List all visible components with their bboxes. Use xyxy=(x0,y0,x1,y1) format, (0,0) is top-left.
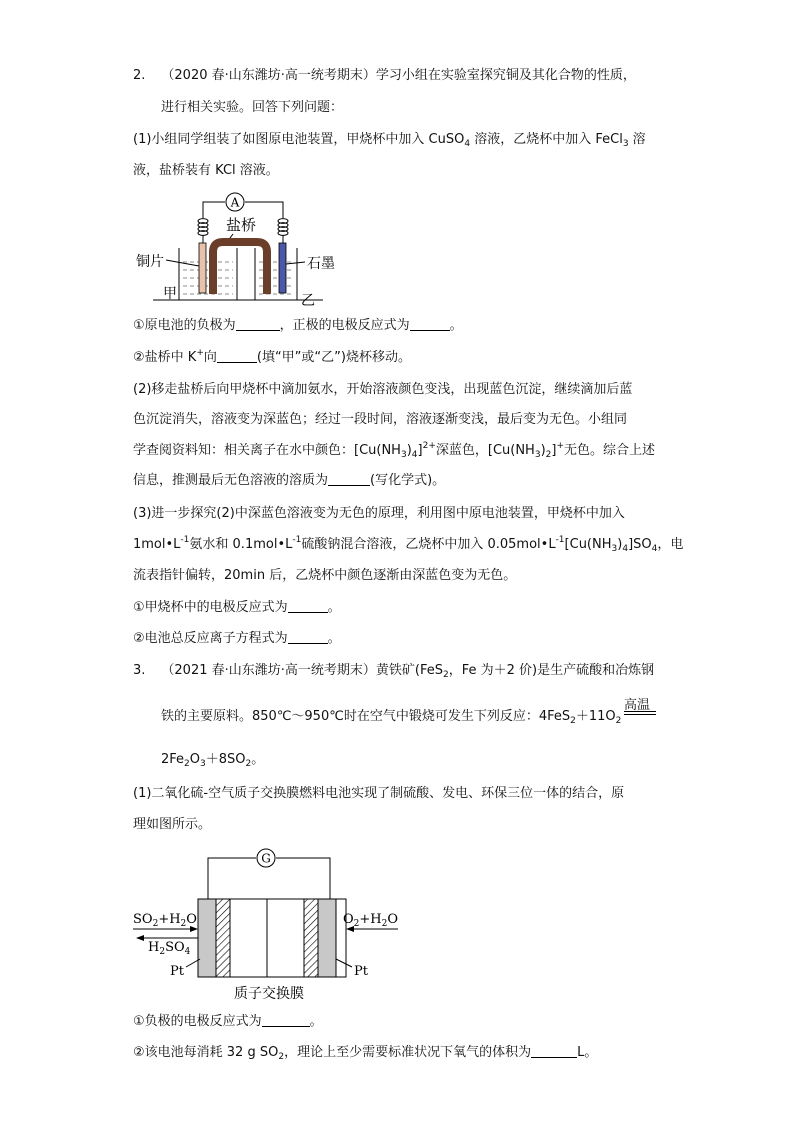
q3-part1-line2 xyxy=(133,815,211,835)
superscript: -1 xyxy=(180,535,190,545)
text: 理如图所示。 xyxy=(133,817,212,832)
q2-part3-line3 xyxy=(133,566,516,586)
text: 学查阅资料知：相关离子在水中颜色：[Cu(NH xyxy=(133,443,401,458)
text: 无色。综合上述 xyxy=(564,443,656,458)
left-pt-label: Pt xyxy=(170,964,184,979)
left-inlet-label: $SO_2+H_2O$ xyxy=(133,912,197,929)
question-stem: 。 xyxy=(251,752,265,767)
answer-blank[interactable] xyxy=(236,316,280,331)
equation-double-line xyxy=(624,714,656,715)
left-beaker xyxy=(179,248,237,300)
question-source: （2021 春·山东潍坊·高一统考期末） xyxy=(161,663,376,678)
arrow-head xyxy=(136,935,144,941)
right-beaker xyxy=(255,248,297,300)
text: ①负极的电极反应式为 xyxy=(133,1014,262,1029)
text: 溶液，乙烧杯中加入 FeCl xyxy=(470,132,623,147)
question-source: （2020 春·山东潍坊·高一统考期末） xyxy=(161,68,376,83)
question-stem: 黄铁矿(FeS xyxy=(375,663,443,678)
answer-blank[interactable] xyxy=(410,316,450,331)
subscript: 2 xyxy=(278,1052,285,1062)
text: 氨水和 0.1mol•L xyxy=(189,537,293,552)
text: 深蓝色，[Cu(NH xyxy=(435,443,535,458)
q2-part2-line1 xyxy=(133,380,632,400)
copper-electrode xyxy=(199,243,206,293)
subscript: 4 xyxy=(622,544,629,554)
text: 。 xyxy=(309,1014,323,1029)
beaker-yi-label: 乙 xyxy=(301,293,315,309)
graphite-label: 石墨 xyxy=(307,256,335,272)
question-stem: O xyxy=(189,752,201,767)
left-outlet-label: $H_2SO_4$ xyxy=(148,940,191,957)
question-stem: ＋8SO xyxy=(205,752,246,767)
question-number: 2. xyxy=(133,68,146,83)
text: ，正极的电极反应式为 xyxy=(279,318,410,333)
text: 1mol•L xyxy=(133,537,181,552)
superscript: + xyxy=(556,441,565,451)
subscript: 2 xyxy=(545,450,552,460)
question-number: 3. xyxy=(133,663,146,678)
ammeter-label: A xyxy=(230,195,240,210)
text: L。 xyxy=(577,1045,598,1060)
left-catalyst-layer xyxy=(216,899,230,977)
superscript: + xyxy=(196,348,204,358)
text: ，理论上至少需要标准状况下氧气的体积为 xyxy=(284,1045,532,1060)
question-stem: 2Fe xyxy=(161,752,185,767)
reaction-condition: 高温 xyxy=(624,698,651,713)
subscript: 3 xyxy=(622,139,629,149)
text: 溶 xyxy=(628,132,646,147)
text: ] xyxy=(551,443,557,458)
text: (2)移走盐桥后向甲烧杯中滴加氨水，开始溶液颜色变浅，出现蓝色沉淀，继续滴加后蓝 xyxy=(133,382,633,397)
graphite-electrode xyxy=(279,243,286,293)
q3-sub2 xyxy=(133,1043,597,1063)
q2-part3-sub2 xyxy=(133,629,341,649)
answer-blank[interactable] xyxy=(288,598,328,613)
text: (填“甲”或“乙”)烧杯移动。 xyxy=(256,350,411,365)
text: 向 xyxy=(203,350,217,365)
q2-sub1 xyxy=(133,316,463,336)
q2-stem-cont xyxy=(161,98,343,118)
q2-part2-line3 xyxy=(133,441,655,461)
q2-part3-line2 xyxy=(133,535,683,555)
subscript: 4 xyxy=(464,139,471,149)
question-stem: ＋11O xyxy=(575,709,616,724)
q2-heading xyxy=(133,66,636,86)
text: ②电池总反应离子方程式为 xyxy=(133,631,288,646)
q3-stem-line3 xyxy=(161,750,264,770)
text: ②该电池每消耗 32 g SO xyxy=(133,1045,279,1060)
q2-part2-line2 xyxy=(133,410,627,430)
subscript: 4 xyxy=(651,544,658,554)
text: ①甲烧杯中的电极反应式为 xyxy=(133,600,288,615)
text: ) xyxy=(540,443,546,458)
question-stem: 进行相关实验。回答下列问题： xyxy=(161,100,344,115)
subscript: 2 xyxy=(615,716,622,726)
q2-part1-text-cont xyxy=(133,161,279,181)
q2-sub2 xyxy=(133,348,411,368)
galvanometer-label: G xyxy=(261,851,271,866)
answer-blank[interactable] xyxy=(328,471,370,486)
beaker-jia-label: 甲 xyxy=(163,286,177,302)
subscript: 2 xyxy=(570,716,576,726)
subscript: 3 xyxy=(534,450,541,460)
text: 。 xyxy=(327,631,341,646)
text: 。 xyxy=(449,318,463,333)
salt-bridge-label: 盐桥 xyxy=(225,216,257,234)
text: ①原电池的负极为 xyxy=(133,318,236,333)
text: 硫酸钠混合溶液，乙烧杯中加入 0.05mol•L xyxy=(301,537,556,552)
text: 液，盐桥装有 KCl 溶液。 xyxy=(133,163,279,178)
answer-blank[interactable] xyxy=(288,629,328,644)
right-coil xyxy=(278,219,288,236)
answer-blank[interactable] xyxy=(531,1043,577,1058)
galvanic-cell-figure xyxy=(133,188,343,310)
text: [Cu(NH xyxy=(564,537,612,552)
q3-stem-line2 xyxy=(161,707,621,727)
subscript: 2 xyxy=(184,759,190,769)
text: (1)二氧化硫-空气质子交换膜燃料电池实现了制硫酸、发电、环保三位一体的结合，原 xyxy=(133,786,625,801)
text: ，电 xyxy=(657,537,684,552)
text: ] xyxy=(417,443,423,458)
fuel-cell-figure xyxy=(130,843,410,1005)
text: 色沉淀消失，溶液变为深蓝色；经过一段时间，溶液逐渐变浅，最后变为无色。小组同 xyxy=(133,412,628,427)
text: (3)进一步探究(2)中深蓝色溶液变为无色的原理，利用图中原电池装置，甲烧杯中加入 xyxy=(133,506,625,521)
superscript: -1 xyxy=(292,535,302,545)
right-catalyst-layer xyxy=(304,899,318,977)
q3-heading xyxy=(133,661,654,681)
text: ]SO xyxy=(628,537,652,552)
text: (1)小组同学组装了如图原电池装置，甲烧杯中加入 CuSO xyxy=(133,132,465,147)
equation-double-line xyxy=(624,711,656,712)
text: ) xyxy=(617,537,623,552)
q2-part2-line4 xyxy=(133,471,445,491)
right-pt-electrode xyxy=(318,899,336,977)
q3-part1-line1 xyxy=(133,784,624,804)
q2-part1-text xyxy=(133,130,646,150)
subscript: 2 xyxy=(245,759,252,769)
right-pt-label: Pt xyxy=(354,964,368,979)
membrane-label: 质子交换膜 xyxy=(234,986,304,1002)
q3-sub1 xyxy=(133,1012,323,1032)
question-stem: 学习小组在实验室探究铜及其化合物的性质， xyxy=(375,68,636,83)
question-stem: ，Fe 为＋2 价)是生产硫酸和冶炼钢 xyxy=(448,663,655,678)
subscript: 3 xyxy=(400,450,407,460)
q2-part3-line1 xyxy=(133,504,625,524)
copper-label: 铜片 xyxy=(136,254,164,270)
question-stem: 铁的主要原料。850℃～950℃时在空气中锻烧可发生下列反应：4FeS xyxy=(161,709,571,724)
text: (写化学式)。 xyxy=(370,473,446,488)
q2-part3-sub1 xyxy=(133,598,341,618)
subscript: 4 xyxy=(411,450,418,460)
right-inlet-label: $O_2+H_2O$ xyxy=(343,912,399,929)
text: 流表指针偏转，20min 后，乙烧杯中颜色逐渐由深蓝色变为无色。 xyxy=(133,568,517,583)
text: ) xyxy=(406,443,412,458)
text: 信息，推测最后无色溶液的溶质为 xyxy=(133,473,329,488)
left-pt-electrode xyxy=(198,899,216,977)
subscript: 3 xyxy=(611,544,618,554)
superscript: -1 xyxy=(555,535,565,545)
text: ②盐桥中 K xyxy=(133,350,197,365)
text: 。 xyxy=(327,600,341,615)
superscript: 2+ xyxy=(422,441,436,451)
subscript: 3 xyxy=(200,759,206,769)
subscript: 2 xyxy=(442,670,449,680)
answer-blank[interactable] xyxy=(262,1012,310,1027)
left-coil xyxy=(198,219,208,236)
answer-blank[interactable] xyxy=(217,348,257,363)
